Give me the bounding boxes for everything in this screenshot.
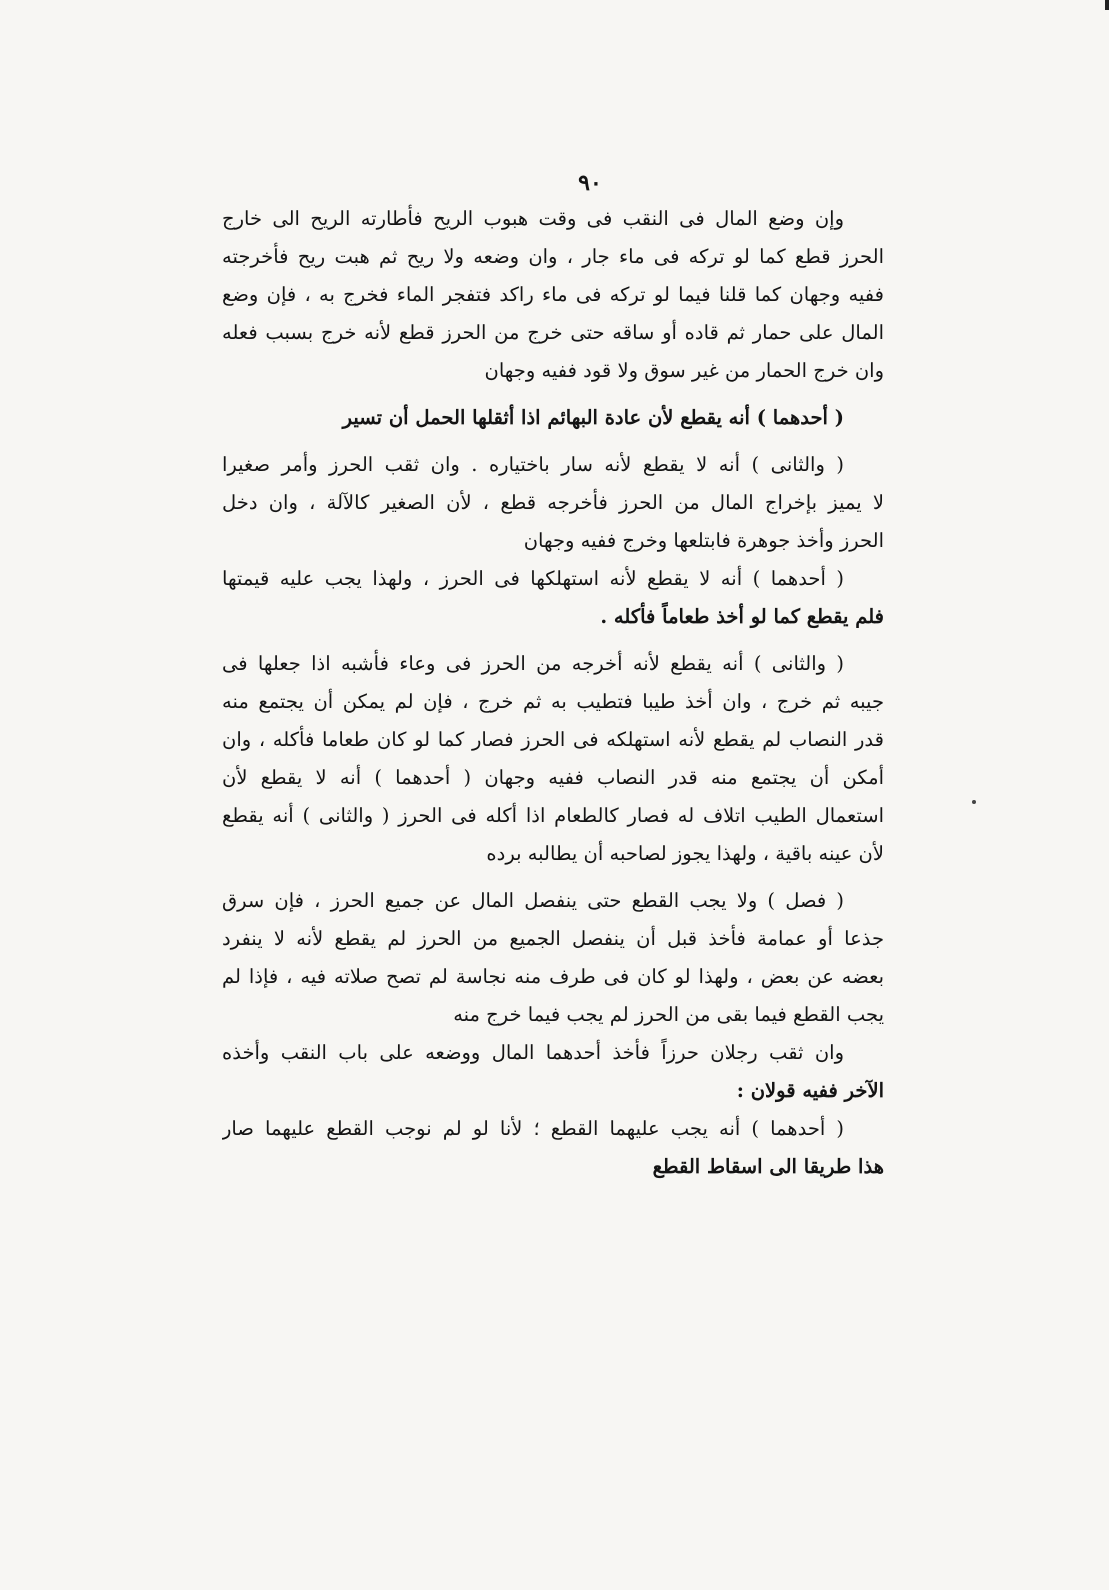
text-line: وان ثقب رجلان حرزاً فأخذ أحدهما المال ووضعه على باب النقب وأخذه bbox=[222, 1041, 844, 1064]
text-line: أمكن أن يجتمع منه قدر النصاب ففيه وجهان ( أحدهما ) أنه لا يقطع لأن bbox=[222, 766, 884, 789]
text-line: ( أحدهما ) أنه يقطع لأن عادة البهائم اذا أثقلها الحمل أن تسير bbox=[342, 406, 844, 429]
paragraph bbox=[222, 399, 884, 437]
text-line: فلم يقطع كما لو أخذ طعاماً فأكله . bbox=[600, 605, 884, 628]
text-line: الحرز قطع كما لو تركه فى ماء جار ، وان وضعه ولا ريح ثم هبت ريح فأخرجته bbox=[222, 245, 884, 268]
text-line: ففيه وجهان كما قلنا فيما لو تركه فى ماء راكد فتفجر الماء فخرج به ، فإن وضع bbox=[222, 283, 884, 306]
text-line: ( أحدهما ) أنه يجب عليهما القطع ؛ لأنا لو لم نوجب القطع عليهما صار bbox=[222, 1117, 844, 1140]
text-line: جيبه ثم خرج ، وان أخذ طيبا فتطيب به ثم خرج ، فإن لم يمكن أن يجتمع منه bbox=[222, 690, 884, 713]
text-line: لأن عينه باقية ، ولهذا يجوز لصاحبه أن يطالبه برده bbox=[486, 842, 884, 865]
text-line: وإن وضع المال فى النقب فى وقت هبوب الريح فأطارته الريح الى خارج bbox=[222, 207, 844, 230]
text-line: استعمال الطيب اتلاف له فصار كالطعام اذا أكله فى الحرز ( والثانى ) أنه يقطع bbox=[222, 804, 884, 827]
text-line: الحرز وأخذ جوهرة فابتلعها وخرج ففيه وجهان bbox=[523, 529, 884, 552]
text-line: ( أحدهما ) أنه لا يقطع لأنه استهلكها فى الحرز ، ولهذا يجب عليه قيمتها bbox=[222, 567, 844, 590]
text-line: ( والثانى ) أنه يقطع لأنه أخرجه من الحرز فى وعاء فأشبه اذا جعلها فى bbox=[222, 652, 844, 675]
paragraph bbox=[222, 882, 884, 1034]
text-line: بعضه عن بعض ، ولهذا لو كان فى طرف منه نجاسة لم تصح صلاته فيه ، فإذا لم bbox=[222, 965, 884, 988]
text-line: الآخر ففيه قولان : bbox=[736, 1079, 884, 1102]
page-number: ٩٠ bbox=[578, 170, 602, 196]
page-body-text bbox=[222, 200, 884, 1186]
text-line: وان خرج الحمار من غير سوق ولا قود ففيه وجهان bbox=[484, 359, 884, 382]
scan-speck bbox=[972, 800, 976, 804]
text-line: قدر النصاب لم يقطع لأنه استهلكه فى الحرز فصار كما لو كان طعاما فأكله ، وان bbox=[222, 728, 884, 751]
paragraph bbox=[222, 560, 884, 636]
paragraph bbox=[222, 1110, 884, 1186]
paragraph bbox=[222, 1034, 884, 1110]
text-line: يجب القطع فيما بقى من الحرز لم يجب فيما خرج منه bbox=[453, 1003, 884, 1026]
text-line: المال على حمار ثم قاده أو ساقه حتى خرج من الحرز قطع لأنه خرج بسبب فعله bbox=[222, 321, 884, 344]
paragraph bbox=[222, 645, 884, 873]
page-edge-mark bbox=[1105, 0, 1109, 10]
paragraph bbox=[222, 200, 884, 390]
text-line: ( والثانى ) أنه لا يقطع لأنه سار باختياره . وان ثقب الحرز وأمر صغيرا bbox=[222, 453, 844, 476]
text-line: ( فصل ) ولا يجب القطع حتى ينفصل المال عن جميع الحرز ، فإن سرق bbox=[222, 889, 844, 912]
text-line: لا يميز بإخراج المال من الحرز فأخرجه قطع ، لأن الصغير كالآلة ، وان دخل bbox=[222, 491, 884, 514]
text-line: جذعا أو عمامة فأخذ قبل أن ينفصل الجميع من الحرز لم يقطع لأنه لا ينفرد bbox=[222, 927, 884, 950]
text-line: هذا طريقا الى اسقاط القطع bbox=[652, 1155, 884, 1178]
paragraph bbox=[222, 446, 884, 560]
